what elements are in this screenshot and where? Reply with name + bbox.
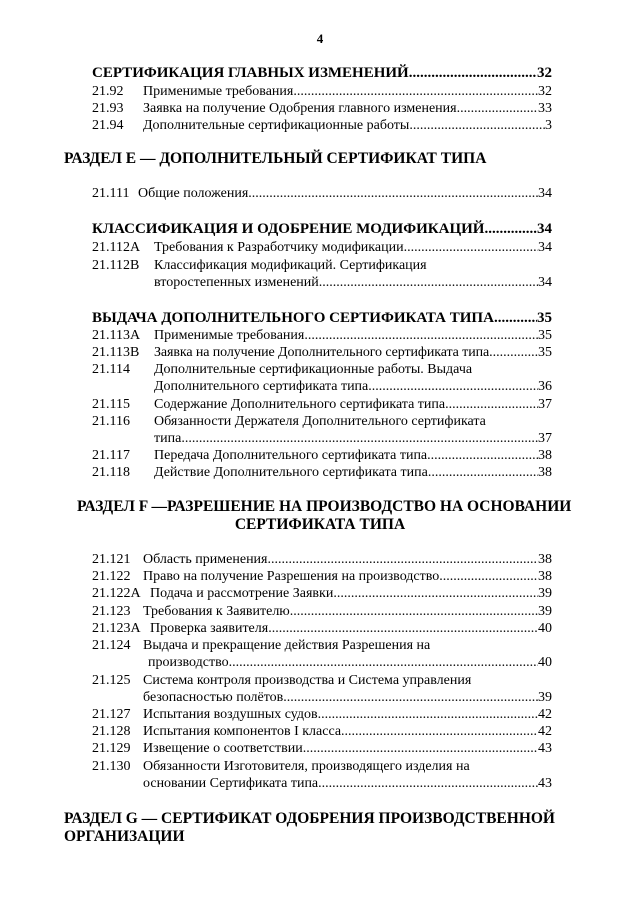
- toc-page-number: 34: [538, 240, 552, 255]
- toc-page-number: 38: [538, 569, 552, 584]
- toc-leader-dots: [428, 464, 538, 481]
- toc-page-number: 38: [538, 552, 552, 567]
- toc-entry[interactable]: [92, 327, 552, 344]
- toc-entry[interactable]: [92, 568, 552, 585]
- toc-entry[interactable]: [92, 620, 552, 637]
- toc-page-number: 34: [538, 186, 552, 201]
- toc-page-number: 35: [538, 345, 552, 360]
- toc-page-number: 32: [538, 84, 552, 99]
- toc-entry-number: 21.115: [92, 397, 130, 412]
- toc-leader-dots: [268, 620, 538, 637]
- toc-page-number: 42: [538, 724, 552, 739]
- toc-entry[interactable]: [92, 603, 552, 620]
- toc-leader-dots: [368, 378, 538, 395]
- toc-entry-number: 21.129: [92, 741, 131, 756]
- toc-page-number: 42: [538, 707, 552, 722]
- toc-entry-text: Передача Дополнительного сертификата типа: [154, 448, 428, 463]
- toc-heading-text: ВЫДАЧА ДОПОЛНИТЕЛЬНОГО СЕРТИФИКАТА ТИПА: [92, 310, 494, 326]
- toc-entry-number: 21.130: [92, 759, 131, 774]
- section-f-title: РАЗДЕЛ F —РАЗРЕШЕНИЕ НА ПРОИЗВОДСТВО НА ОСНОВАНИИ: [77, 498, 572, 515]
- toc-page-number: 38: [538, 448, 552, 463]
- toc-leader-dots: [427, 447, 538, 464]
- toc-leader-dots: [494, 310, 537, 327]
- toc-entry[interactable]: [92, 706, 552, 723]
- toc-entry-number: 21.123А: [92, 621, 141, 636]
- toc-entry-text: Дополнительного сертификата типа: [154, 379, 369, 394]
- toc-entry[interactable]: [92, 117, 552, 134]
- toc-entry-number: 21.92: [92, 84, 124, 99]
- toc-page-number: 39: [538, 690, 552, 705]
- toc-leader-dots: [293, 83, 538, 100]
- toc-heading-text: КЛАССИФИКАЦИЯ И ОДОБРЕНИЕ МОДИФИКАЦИЙ: [92, 221, 485, 237]
- toc-entry-number: 21.122: [92, 569, 131, 584]
- page-number: 4: [316, 31, 324, 46]
- toc-entry-text: Область применения: [143, 552, 268, 567]
- toc-entry[interactable]: [92, 447, 552, 464]
- toc-heading-major-changes[interactable]: [92, 65, 552, 82]
- toc-heading-text: СЕРТИФИКАЦИЯ ГЛАВНЫХ ИЗМЕНЕНИЙ: [92, 65, 409, 81]
- toc-leader-dots: [409, 65, 537, 82]
- toc-entry-text: Испытания воздушных судов: [143, 707, 318, 722]
- toc-entry-number: 21.124: [92, 638, 131, 653]
- toc-entry-text: безопасностью полётов: [143, 690, 284, 705]
- toc-entry-number: 21.93: [92, 101, 124, 116]
- toc-entry[interactable]: [92, 100, 552, 117]
- toc-entry-text: основании Сертификата типа: [143, 776, 319, 791]
- toc-entry-text: Право на получение Разрешения на производство: [143, 569, 440, 584]
- toc-page-number: 43: [538, 776, 552, 791]
- toc-entry-text: второстепенных изменений: [154, 275, 319, 290]
- toc-entry-number: 21.94: [92, 118, 124, 133]
- toc-page-number: 32: [537, 65, 552, 81]
- toc-entry-multiline[interactable]: [92, 257, 427, 274]
- toc-entry-text: типа: [154, 431, 182, 446]
- toc-entry-continuation[interactable]: [154, 274, 552, 291]
- toc-page-number: 35: [538, 328, 552, 343]
- toc-leader-dots: [457, 100, 538, 117]
- toc-entry[interactable]: [92, 585, 552, 602]
- toc-entry-text: Обязанности Изготовителя, производящего изделия на: [143, 759, 470, 774]
- toc-leader-dots: [439, 568, 538, 585]
- toc-leader-dots: [484, 221, 537, 238]
- toc-entry-number: 21.128: [92, 724, 131, 739]
- toc-page-number: 34: [538, 275, 552, 290]
- toc-page-number: 37: [538, 397, 552, 412]
- toc-entry[interactable]: [92, 464, 552, 481]
- toc-heading-classification[interactable]: [92, 221, 552, 238]
- toc-entry[interactable]: [92, 185, 552, 202]
- toc-entry-text: Общие положения: [138, 186, 249, 201]
- toc-leader-dots: [283, 689, 538, 706]
- toc-entry-text: Испытания компонентов I класса: [143, 724, 342, 739]
- toc-leader-dots: [181, 430, 538, 447]
- toc-entry-text: Требования к Разработчику модификации: [154, 240, 404, 255]
- toc-entry-multiline[interactable]: [92, 758, 470, 775]
- toc-entry-number: 21.121: [92, 552, 131, 567]
- toc-entry-continuation[interactable]: [154, 378, 552, 395]
- toc-leader-dots: [318, 706, 538, 723]
- toc-page-number: 3: [545, 118, 552, 133]
- toc-entry-text: Обязанности Держателя Дополнительного сертификата: [154, 414, 486, 429]
- toc-page-number: 37: [538, 431, 552, 446]
- toc-entry-text: Содержание Дополнительного сертификата типа: [154, 397, 446, 412]
- toc-entry-continuation[interactable]: [154, 430, 552, 447]
- toc-entry-multiline[interactable]: [92, 672, 471, 689]
- toc-page-number: 39: [538, 586, 552, 601]
- toc-leader-dots: [404, 239, 538, 256]
- toc-entry[interactable]: [92, 344, 552, 361]
- toc-entry-number: 21.113В: [92, 345, 140, 360]
- toc-entry[interactable]: [92, 740, 552, 757]
- toc-entry-multiline[interactable]: [92, 413, 486, 430]
- toc-leader-dots: [445, 396, 538, 413]
- toc-leader-dots: [290, 603, 538, 620]
- toc-page-number: 34: [537, 221, 552, 237]
- toc-page-number: 43: [538, 741, 552, 756]
- toc-entry-text: Классификация модификаций. Сертификация: [154, 258, 427, 273]
- toc-page-number: 38: [538, 465, 552, 480]
- toc-page-number: 36: [538, 379, 552, 394]
- toc-entry-number: 21.123: [92, 604, 131, 619]
- toc-entry[interactable]: [92, 723, 552, 740]
- toc-page-number: 33: [538, 101, 552, 116]
- toc-entry-text: Заявка на получение Дополнительного сертификата типа: [154, 345, 490, 360]
- toc-leader-dots: [489, 344, 538, 361]
- section-f-title-line2: СЕРТИФИКАТА ТИПА: [234, 516, 406, 533]
- toc-entry[interactable]: [92, 239, 552, 256]
- toc-entry-number: 21.113А: [92, 328, 141, 343]
- toc-page-number: 40: [538, 655, 552, 670]
- toc-page-number: 35: [537, 310, 552, 326]
- toc-entry-text: Заявка на получение Одобрения главного изменения: [143, 101, 457, 116]
- toc-leader-dots: [333, 585, 538, 602]
- toc-entry-number: 21.127: [92, 707, 131, 722]
- toc-entry-number: 21.111: [92, 186, 130, 201]
- toc-entry-text: Применимые требования: [143, 84, 294, 99]
- toc-entry-continuation[interactable]: [143, 689, 552, 706]
- toc-entry[interactable]: [92, 551, 552, 568]
- toc-entry-text: Применимые требования: [154, 328, 305, 343]
- toc-entry-text: Подача и рассмотрение Заявки: [150, 586, 334, 601]
- toc-entry-number: 21.112В: [92, 258, 140, 273]
- toc-entry-continuation[interactable]: [143, 775, 552, 792]
- toc-entry[interactable]: [92, 396, 552, 413]
- section-g-title: РАЗДЕЛ G — СЕРТИФИКАТ ОДОБРЕНИЯ ПРОИЗВОДСТВЕННОЙ: [64, 810, 555, 827]
- toc-entry-text: Дополнительные сертификационные работы: [143, 118, 410, 133]
- toc-leader-dots: [304, 327, 538, 344]
- section-e-title: РАЗДЕЛ Е — ДОПОЛНИТЕЛЬНЫЙ СЕРТИФИКАТ ТИПА: [64, 150, 487, 167]
- toc-leader-dots: [229, 654, 538, 671]
- toc-entry-multiline[interactable]: [92, 361, 472, 378]
- toc-entry-text: Требования к Заявителю: [143, 604, 290, 619]
- section-g-title-line2: ОРГАНИЗАЦИИ: [64, 828, 185, 845]
- toc-entry-text: Выдача и прекращение действия Разрешения на: [143, 638, 431, 653]
- toc-entry-continuation[interactable]: [148, 654, 552, 671]
- toc-entry-number: 21.117: [92, 448, 130, 463]
- toc-entry-text: Действие Дополнительного сертификата типа: [154, 465, 428, 480]
- toc-entry-text: Проверка заявителя: [150, 621, 269, 636]
- toc-entry-text: производство: [148, 655, 229, 670]
- toc-entry-text: Извещение о соответствии: [143, 741, 303, 756]
- toc-entry-text: Дополнительные сертификационные работы. Выдача: [154, 362, 473, 377]
- toc-entry-number: 21.116: [92, 414, 130, 429]
- toc-leader-dots: [303, 740, 538, 757]
- toc-page-number: 39: [538, 604, 552, 619]
- toc-entry-multiline[interactable]: [92, 637, 430, 654]
- toc-leader-dots: [341, 723, 538, 740]
- toc-leader-dots: [319, 274, 538, 291]
- toc-leader-dots: [248, 185, 538, 202]
- toc-entry-text: Система контроля производства и Система управления: [143, 673, 472, 688]
- toc-leader-dots: [409, 117, 545, 134]
- toc-entry-number: 21.114: [92, 362, 130, 377]
- toc-entry-number: 21.112А: [92, 240, 141, 255]
- toc-entry[interactable]: [92, 83, 552, 100]
- toc-leader-dots: [318, 775, 538, 792]
- toc-heading-stc-issue[interactable]: [92, 310, 552, 327]
- toc-entry-number: 21.118: [92, 465, 130, 480]
- toc-entry-number: 21.122А: [92, 586, 141, 601]
- toc-leader-dots: [268, 551, 539, 568]
- toc-entry-number: 21.125: [92, 673, 131, 688]
- toc-page-number: 40: [538, 621, 552, 636]
